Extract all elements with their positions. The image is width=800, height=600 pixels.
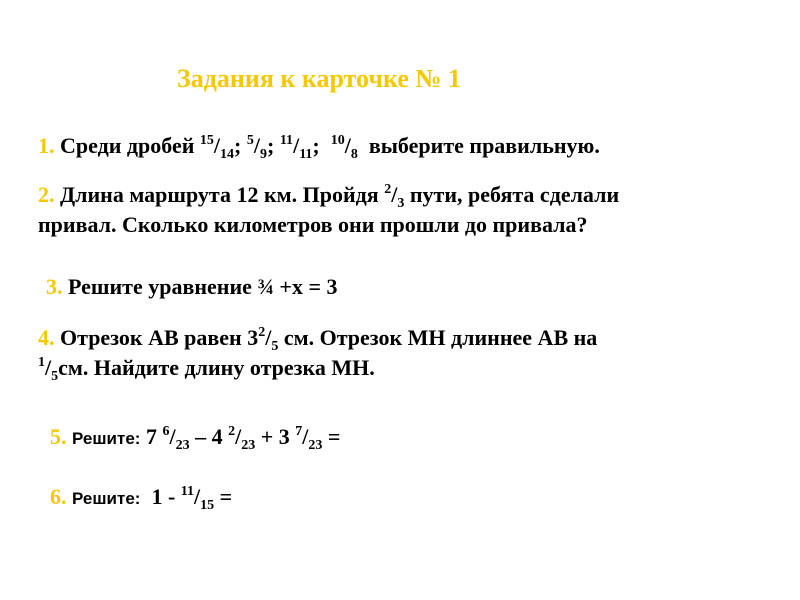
task-text: выберите правильную. [368,133,600,158]
task-text: пути, ребята сделали [409,182,620,207]
task-text: Решите уравнение ¾ +х = 3 [68,274,338,299]
task-1: 1. Среди дробей $^{15}/_{14}$; $^5/_9$; $^{11}/_{11}$; $^{10}/_8$ выберите правильную. [38,133,600,162]
separator: ; [234,133,242,158]
task-number: 2. [38,182,55,207]
slide-title: Задания к карточке № 1 [177,64,462,93]
task-line: 2. Длина маршрута 12 км. Пройдя $^2/_3$ пути, ребята сделали [38,182,620,211]
fraction-denominator: 3 [397,196,405,211]
operator: – 4 [195,424,223,449]
task-3 [46,272,337,302]
fraction-numerator: 7 [295,424,303,439]
fraction-numerator: 2 [384,182,392,197]
fraction-denominator: 14 [220,147,235,162]
equals-sign: = [327,424,341,449]
task-number: 6. [50,484,67,509]
fraction-denominator: 5 [51,369,59,384]
fraction-denominator: 23 [308,438,323,453]
fraction-numerator: 6 [162,424,170,439]
equals-sign: = [219,484,233,509]
fraction-denominator: 11 [299,147,313,162]
separator: ; [267,133,275,158]
task-line: $^1/_5см$. Найдите длину отрезка МН. [38,355,375,384]
fraction-denominator: 5 [271,339,279,354]
task-2 [38,180,619,240]
whole-number: 7 [145,424,157,449]
fraction-denominator: 8 [350,147,358,162]
fraction-numerator: 11 [279,133,294,148]
task-number: 3. [46,274,63,299]
task-6: 6. Решите: $1 - ^{11}/_{15}$ = [50,484,233,513]
separator: ; [312,133,320,158]
fraction-numerator: 2 [228,424,236,439]
fraction-denominator: 15 [200,498,215,513]
fraction-numerator: 1 [38,355,45,370]
task-line: 4. Отрезок АВ равен $3^2/_5$ см. Отрезок МН длиннее АВ на [38,325,598,354]
task-text: см. Отрезок МН длиннее АВ на [283,325,598,350]
operator: + 3 [260,424,290,449]
fraction-denominator: 9 [260,147,267,162]
task-text: Длина маршрута 12 км. Пройдя [60,182,379,207]
task-4 [38,323,597,383]
task-text: Среди дробей [60,133,195,158]
fraction-numerator: 5 [246,133,254,148]
task-line: привал. Сколько километров они прошли до привала? [38,212,588,237]
task-text: Отрезок АВ равен 3 [60,325,259,350]
fraction-numerator: 10 [330,133,345,148]
task-label: Решите: [72,429,141,448]
expression: 1 - [151,484,176,509]
task-number: 5. [50,424,67,449]
fraction-denominator: 23 [175,438,190,453]
fraction-numerator: 15 [199,133,214,148]
fraction-numerator: 11 [180,484,194,499]
task-label: Решите: [72,489,141,508]
task-text: см. Найдите длину отрезка МН. [58,355,375,380]
task-5: 5. Решите: 7 $^6/_{23} - 4$ $^2/_{23} + 3$ $^7/_{23}$ = [50,424,341,453]
task-number: 4. [38,325,55,350]
fraction-numerator: 2 [258,325,266,340]
fraction-denominator: 23 [241,438,256,453]
task-number: 1. [38,133,55,158]
